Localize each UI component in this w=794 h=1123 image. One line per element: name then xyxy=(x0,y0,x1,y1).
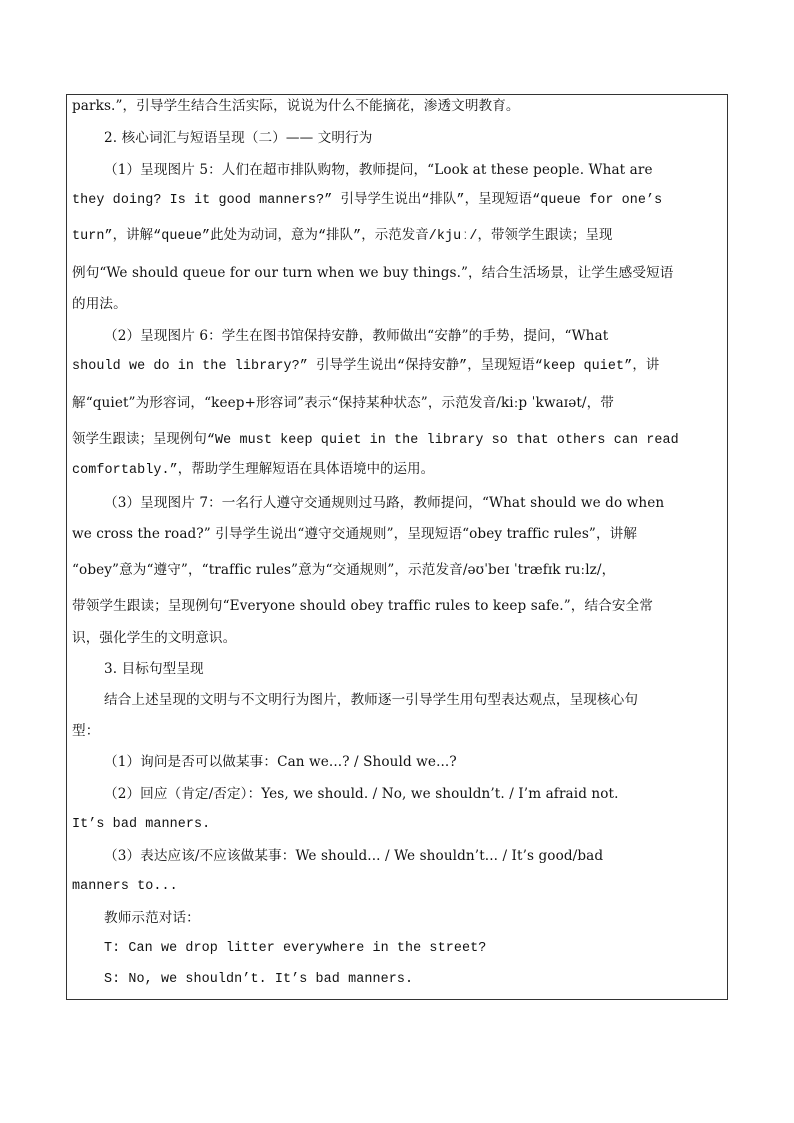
text-line: It’s bad manners. xyxy=(72,817,211,832)
text-line: （3）呈现图片 7：一名行人遵守交通规则过马路，教师提问，“What should we do when xyxy=(104,495,665,511)
text-line: should we do in the library?” 引导学生说出“保持安静”，呈现短语“keep quiet”，讲 xyxy=(72,359,660,374)
text-line: manners to... xyxy=(72,879,178,894)
text-line: we cross the road?” 引导学生说出“遵守交通规则”，呈现短语“obey traffic rules”，讲解 xyxy=(72,526,638,542)
section-heading: 3. 目标句型呈现 xyxy=(104,661,204,677)
text-line: 带领学生跟读；呈现例句“Everyone should obey traffic rules to keep safe.”，结合安全常 xyxy=(72,598,653,614)
text-line: “obey”意为“遵守”，“traffic rules”意为“交通规则”，示范发音/əʊˈbeɪ ˈtræfɪk ruːlz/， xyxy=(72,562,616,578)
text-line: （1）询问是否可以做某事：Can we...? / Should we...? xyxy=(104,754,457,770)
section-heading: 2. 核心词汇与短语呈现（二）—— 文明行为 xyxy=(104,130,373,146)
text-line: they doing? Is it good manners?” 引导学生说出“排队”，呈现短语“queue for one’s xyxy=(72,193,663,208)
dialogue-line: T: Can we drop litter everywhere in the street? xyxy=(104,941,487,956)
text-line: 领学生跟读；呈现例句“We must keep quiet in the library so that others can read xyxy=(72,433,679,448)
text-line: （2）回应（肯定/否定）：Yes, we should. / No, we shouldn’t. / I’m afraid not. xyxy=(104,786,619,802)
text-line: （1）呈现图片 5：人们在超市排队购物，教师提问，“Look at these people. What are xyxy=(104,162,653,178)
text-line: 教师示范对话： xyxy=(104,910,200,926)
text-line: comfortably.”，帮助学生理解短语在具体语境中的运用。 xyxy=(72,463,435,478)
text-line: turn”，讲解“queue”此处为动词，意为“排队”，示范发音/kjuː/，带领学生跟读；呈现 xyxy=(72,229,613,244)
text-line: 型： xyxy=(72,723,100,739)
text-line: （2）呈现图片 6：学生在图书馆保持安静，教师做出“安静”的手势，提问，“What xyxy=(104,328,609,344)
text-line: （3）表达应该/不应该做某事：We should... / We shouldn’t... / It’s good/bad xyxy=(104,848,604,864)
text-line: 结合上述呈现的文明与不文明行为图片，教师逐一引导学生用句型表达观点，呈现核心句 xyxy=(104,692,639,708)
text-line: 例句“We should queue for our turn when we buy things.”，结合生活场景，让学生感受短语 xyxy=(72,265,674,281)
text-line: parks.”，引导学生结合生活实际，说说为什么不能摘花，渗透文明教育。 xyxy=(72,98,520,114)
dialogue-line: S: No, we shouldn’t. It’s bad manners. xyxy=(104,972,414,987)
text-line: 解“quiet”为形容词，“keep+形容词”表示“保持某种状态”，示范发音/kiːp ˈkwaɪət/，带 xyxy=(72,395,614,411)
text-line: 的用法。 xyxy=(72,296,127,312)
text-line: 识，强化学生的文明意识。 xyxy=(72,630,237,646)
